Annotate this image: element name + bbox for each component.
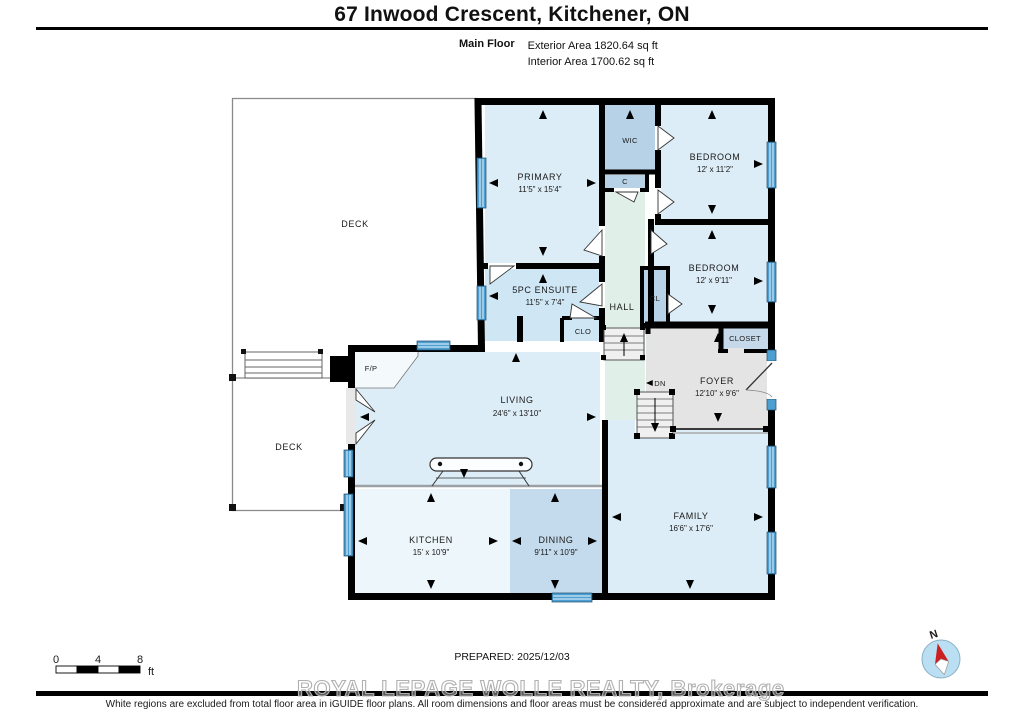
- disclaimer-text: White regions are excluded from total floor area in iGUIDE floor plans. All room dimensions and floor areas must be considered approximate and are subject to independent verification.: [105, 699, 919, 710]
- label-kitchen: KITCHEN: [409, 535, 453, 545]
- label-foyer: FOYER: [699, 376, 735, 386]
- label-clo: CLO: [574, 327, 592, 336]
- dims-ensuite: 11'5" x 7'4": [525, 298, 565, 307]
- label-dining: DINING: [538, 535, 574, 545]
- label-cl: CL: [649, 294, 661, 303]
- scale-tick-0: 0: [52, 654, 60, 666]
- dims-foyer: 12'10" x 9'6": [695, 389, 739, 398]
- dims-bedroom2: 12' x 9'11": [696, 276, 732, 285]
- label-hall: HALL: [609, 302, 635, 312]
- label-wic: WIC: [622, 136, 638, 145]
- dims-dining: 9'11" x 10'9": [534, 548, 578, 557]
- label-bedroom2: BEDROOM: [688, 263, 740, 273]
- page-title: 67 Inwood Crescent, Kitchener, ON: [334, 3, 690, 26]
- dims-kitchen: 15' x 10'9": [412, 548, 450, 557]
- scale-tick-4: 4: [94, 654, 102, 666]
- scale-tick-8: 8: [136, 654, 144, 666]
- closet-opening: [728, 348, 744, 354]
- label-bedroom1: BEDROOM: [689, 152, 741, 162]
- label-living: LIVING: [500, 395, 534, 405]
- label-deck-upper: DECK: [341, 219, 369, 229]
- label-family: FAMILY: [673, 511, 709, 521]
- dims-living: 24'6" x 13'10": [492, 409, 542, 418]
- interior-area: Interior Area 1700.62 sq ft: [527, 56, 655, 68]
- floor-label: Main Floor: [459, 38, 515, 50]
- label-fp: F/P: [364, 364, 378, 373]
- label-primary: PRIMARY: [517, 172, 563, 182]
- dims-bedroom1: 12' x 11'2": [697, 165, 733, 174]
- stairs-up: [601, 325, 645, 360]
- label-closet-c: C: [622, 177, 628, 186]
- label-deck-lower: DECK: [275, 442, 303, 452]
- label-closet: CLOSET: [729, 334, 761, 343]
- dims-primary: 11'5" x 15'4": [518, 185, 562, 194]
- room-family: [608, 420, 771, 597]
- exterior-area: Exterior Area 1820.64 sq ft: [527, 40, 658, 52]
- compass-n-label: N: [928, 627, 940, 642]
- label-ensuite: 5PC ENSUITE: [512, 285, 578, 295]
- label-dn: DN: [654, 379, 666, 388]
- prepared-date: PREPARED: 2025/12/03: [454, 651, 570, 663]
- brokerage-watermark: ROYAL LEPAGE WOLLE REALTY, Brokerage: [297, 676, 785, 701]
- scale-unit: ft: [148, 666, 155, 678]
- deck-stairs: [245, 352, 322, 378]
- room-primary: [485, 105, 599, 263]
- dims-family: 16'6" x 17'6": [669, 524, 713, 533]
- room-bedroom1: [661, 105, 768, 219]
